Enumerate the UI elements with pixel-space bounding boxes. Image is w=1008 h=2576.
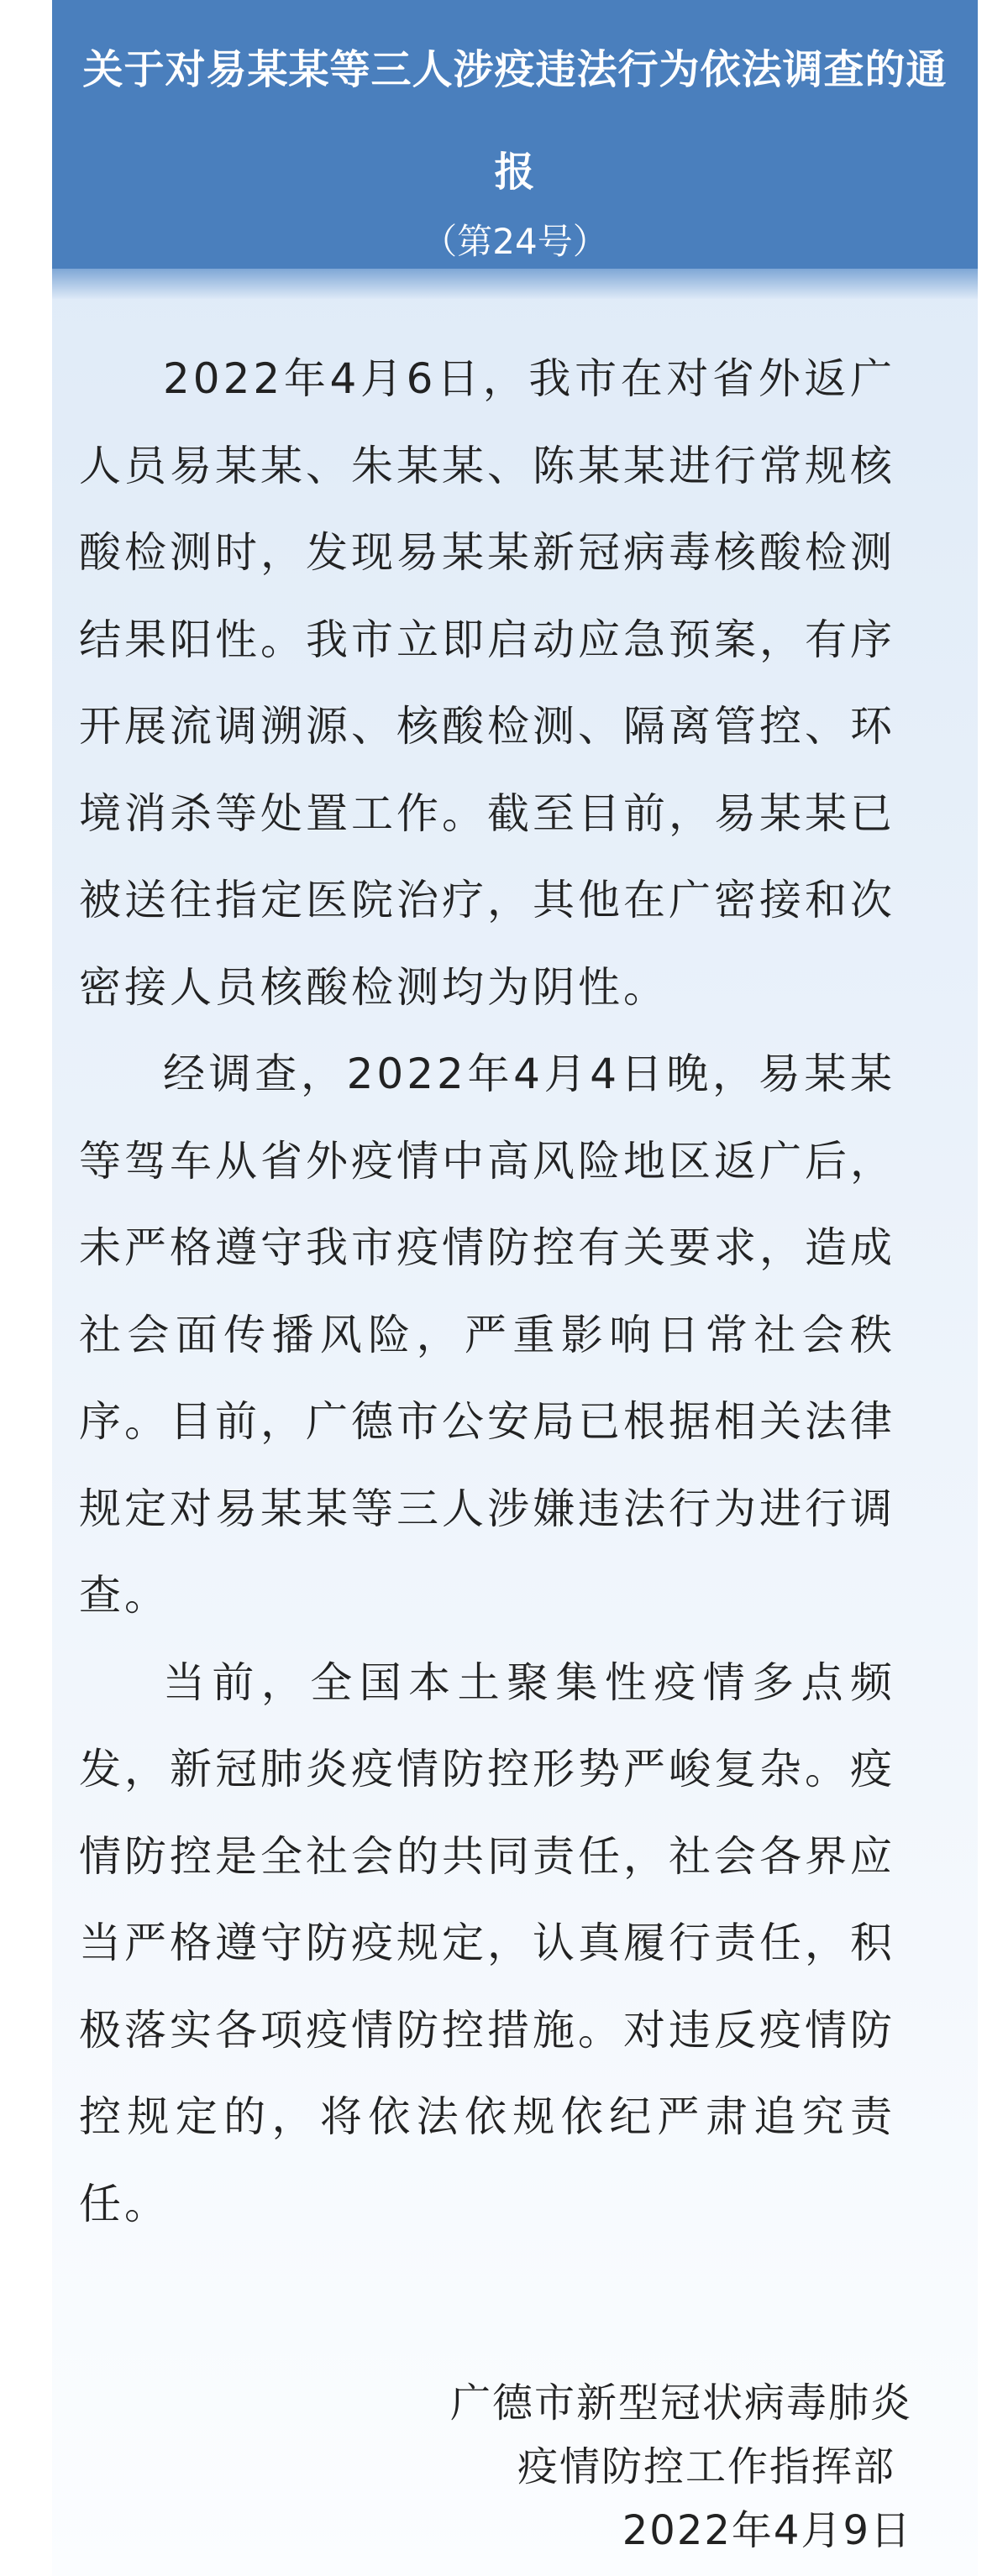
signature-date: 2022年4月9日 — [622, 2507, 912, 2554]
paragraph-1: 2022年4月6日，我市在对省外返广人员易某某、朱某某、陈某某进行常规核酸检测时，发现易某某新冠病毒核酸检测结果阳性。我市立即启动应急预案，有序开展流调溯源、核酸检测、隔离管控、环境消杀等处置工作。截至目前，易某某已被送往指定医院治疗，其他在广密接和次密接人员核酸检测均为阴性。 — [79, 354, 895, 1012]
paragraph-2: 经调查，2022年4月4日晚，易某某等驾车从省外疫情中高风险地区返广后，未严格遵守我市疫情防控有关要求，造成社会面传播风险，严重影响日常社会秩序。目前，广德市公安局已根据相关法律规定对易某某等三人涉嫌违法行为进行调查。 — [79, 1050, 895, 1620]
signature-block — [450, 2371, 912, 2563]
issue-number: （第24号） — [422, 221, 608, 262]
signature-org-line2: 疫情防控工作指挥部 — [517, 2443, 895, 2490]
signature-org-line1: 广德市新型冠状病毒肺炎 — [449, 2380, 912, 2427]
notice-title: 关于对易某某等三人涉疫违法行为依法调查的通报 — [82, 46, 948, 196]
header-fade-band — [52, 269, 978, 299]
notice-header — [52, 0, 978, 269]
notice-body — [79, 336, 895, 2248]
paragraph-3: 当前，全国本土聚集性疫情多点频发，新冠肺炎疫情防控形势严峻复杂。疫情防控是全社会的共同责任，社会各界应当严格遵守防疫规定，认真履行责任，积极落实各项疫情防控措施。对违反疫情防控规定的，将依法依规依纪严肃追究责任。 — [79, 1657, 895, 2228]
